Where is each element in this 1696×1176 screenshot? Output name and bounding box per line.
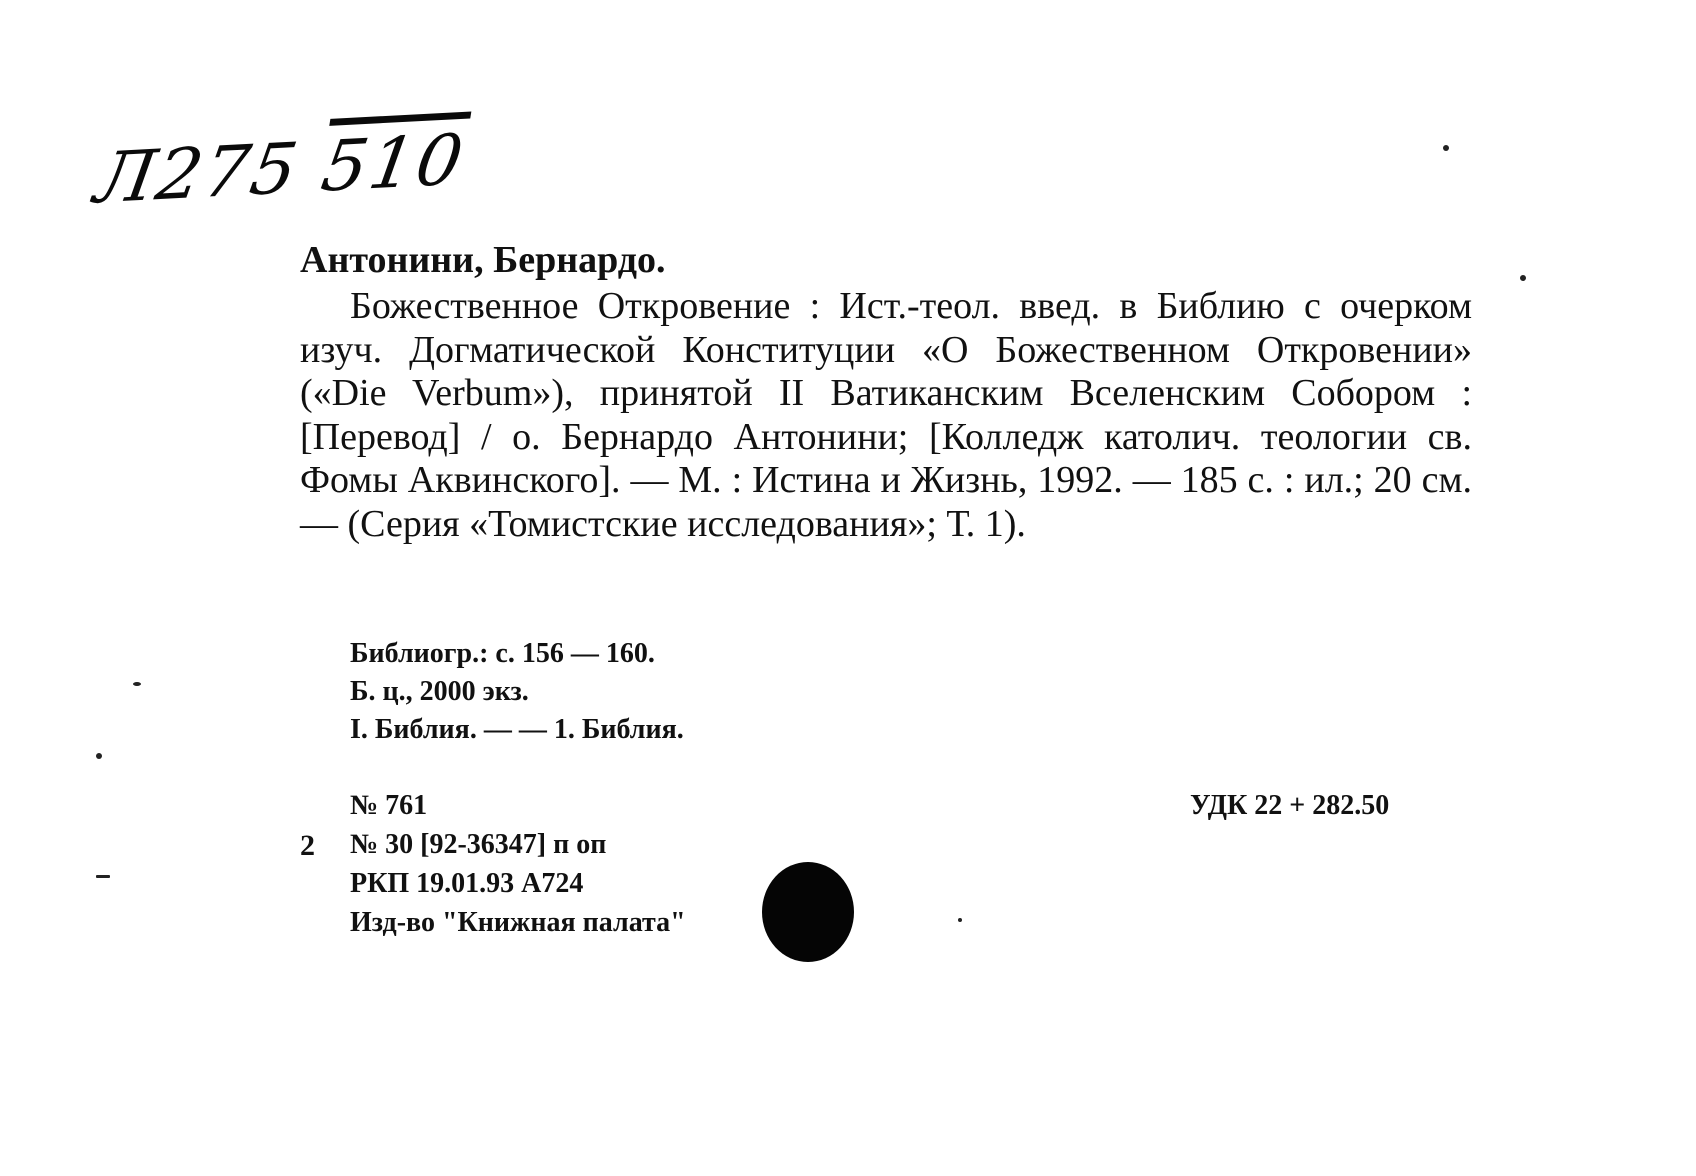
udc-code: УДК 22 + 282.50 [1190,790,1390,821]
lead-digit: 2 [300,829,315,862]
ink-blot [762,862,854,962]
scan-speck [133,682,141,686]
price-copies-note: Б. ц., 2000 экз. [350,676,529,707]
scan-speck [1520,275,1526,281]
bibliography-note: Библиогр.: с. 156 — 160. [350,638,655,669]
author-heading: Антонини, Бернардо. [300,239,666,281]
shelfmark-main: Л275 [89,127,305,220]
scan-speck [1443,145,1449,151]
rkp-line: РКП 19.01.93 А724 [350,868,584,899]
handwritten-shelfmark [90,119,471,220]
subject-headings-note: I. Библия. — — 1. Библия. [350,714,684,745]
scan-speck [958,918,962,922]
scan-speck [96,875,110,878]
scan-speck [96,753,102,759]
shelfmark-suffix: 510 [316,118,471,208]
card-number: № 761 [350,790,428,821]
number-line: № 30 [92-36347] п оп [350,829,607,860]
publisher-line: Изд-во "Книжная палата" [350,907,686,938]
bibliographic-description: Божественное Откровение : Ист.-теол. введ. в Библию с очерком изуч. Догматической Конституции «О Божественном Откровении» («Die Verbum»), принятой II Ватиканским Вселенским Собором : [Перевод] / о. Бернардо Антонини; [Колледж католич. теологии св. Фомы Аквинского]. — М. : Истина и Жизнь, 1992. — 185 с. : ил.; 20 см. — (Серия «Томистские исследования»; Т. 1). [300,285,1472,545]
